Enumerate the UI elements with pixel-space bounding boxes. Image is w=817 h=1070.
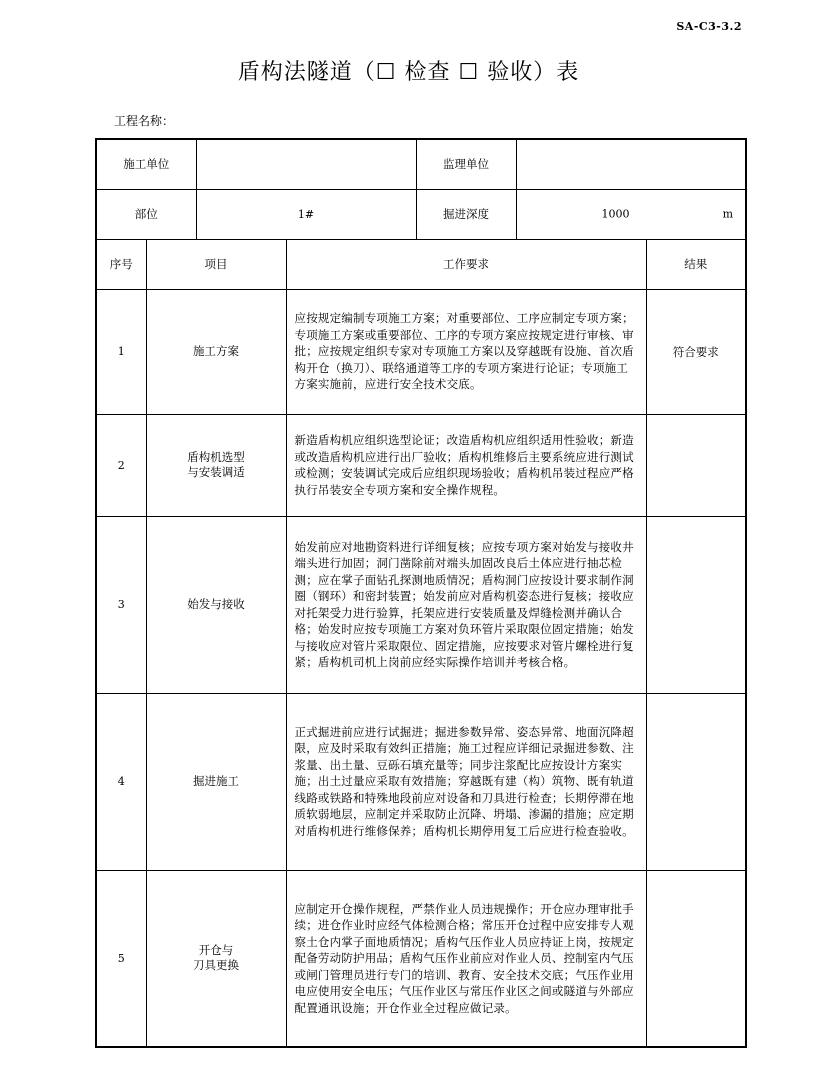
row-requirement: 新造盾构机应组织选型论证；改造盾构机应组织适用性验收；新造或改造盾构机应进行出厂验收；盾构机维修后主要系统应进行测试或检测；安装调试完成后应组织现场验收；盾构机吊装过程应严格执行吊装安全专项方案和安全操作规程。 <box>286 414 646 516</box>
col-no-header: 序号 <box>96 239 146 289</box>
row-no: 2 <box>96 414 146 516</box>
supervision-unit-label: 监理单位 <box>416 139 516 189</box>
row-item: 盾构机选型 与安装调适 <box>146 414 286 516</box>
part-value: 1# <box>196 189 416 239</box>
supervision-unit-value <box>516 139 746 189</box>
construction-unit-value <box>196 139 416 189</box>
row-no: 3 <box>96 516 146 693</box>
row-result <box>646 870 746 1047</box>
row-result <box>646 693 746 870</box>
depth-value-cell <box>516 189 746 239</box>
row-requirement: 始发前应对地勘资料进行详细复核；应按专项方案对始发与接收井端头进行加固；洞门凿除前对端头加固改良后土体应进行抽芯检测；应在掌子面钻孔探测地质情况；盾构洞门应按设计要求制作洞圈（钢环）和密封装置；始发前应对盾构机姿态进行复核；接收应对托架受力进行验算，托架应进行安装质量及焊缝检测并确认合格；始发时应按专项施工方案对负环管片采取限位固定措施；始发与接收应对管片采取限位、固定措施，应按要求对管片螺栓进行复紧；盾构机司机上岗前应经实际操作培训并考核合格。 <box>286 516 646 693</box>
depth-unit: m <box>722 207 733 221</box>
project-name-label <box>112 112 176 129</box>
project-label: 工程名称： <box>114 114 175 128</box>
row-requirement: 应制定开仓操作规程，严禁作业人员违规操作；开仓应办理审批手续；进仓作业时应经气体检测合格；常压开仓过程中应安排专人观察土仓内掌子面地质情况；盾构气压作业人员应持证上岗，按规定配备劳动防护用品；盾构气压作业前应对作业人员、控制室内气压或闸门管理员进行专门的培训、教育、安全技术交底；气压作业用电应使用安全电压；气压作业区与常压作业区之间或隧道与外部应配置通讯设施；开仓作业全过程应做记录。 <box>286 870 646 1047</box>
row-result: 符合要求 <box>646 289 746 414</box>
inspection-table <box>95 138 747 1048</box>
table-row <box>96 870 746 1047</box>
row-result <box>646 414 746 516</box>
col-item-header: 项目 <box>146 239 286 289</box>
header-row-units <box>96 139 746 189</box>
depth-value: 1000 <box>601 207 630 221</box>
row-item: 始发与接收 <box>146 516 286 693</box>
table-row <box>96 289 746 414</box>
header-row-part <box>96 189 746 239</box>
col-result-header: 结果 <box>646 239 746 289</box>
form-code: SA-C3-3.2 <box>676 20 742 33</box>
row-item: 开仓与 刀具更换 <box>146 870 286 1047</box>
part-label: 部位 <box>96 189 196 239</box>
row-no: 1 <box>96 289 146 414</box>
row-item: 掘进施工 <box>146 693 286 870</box>
construction-unit-label: 施工单位 <box>96 139 196 189</box>
depth-label: 掘进深度 <box>416 189 516 239</box>
table-row <box>96 693 746 870</box>
row-no: 4 <box>96 693 146 870</box>
row-no: 5 <box>96 870 146 1047</box>
row-requirement: 应按规定编制专项施工方案；对重要部位、工序应制定专项方案；专项施工方案或重要部位、工序的专项方案应按规定进行审核、审批；应按规定组织专家对专项施工方案以及穿越既有设施、首次盾构开仓（换刀）、联络通道等工序的专项方案进行论证；专项施工方案实施前，应进行安全技术交底。 <box>286 289 646 414</box>
table-row <box>96 516 746 693</box>
page-title: 盾构法隧道（☐ 检查 ☐ 验收）表 <box>237 60 580 85</box>
row-result <box>646 516 746 693</box>
column-header-row <box>96 239 746 289</box>
table-row <box>96 414 746 516</box>
row-requirement: 正式掘进前应进行试掘进；掘进参数异常、姿态异常、地面沉降超限，应及时采取有效纠正措施；施工过程应详细记录掘进参数、注浆量、出土量、豆砾石填充量等；同步注浆配比应按设计方案实施；出土过量应采取有效措施；穿越既有建（构）筑物、既有轨道线路或铁路和特殊地段前应对设备和刀具进行检查；长期停滞在地质软弱地层，应制定并采取防止沉降、坍塌、渗漏的措施；应定期对盾构机进行维修保养；盾构机长期停用复工后应进行检查验收。 <box>286 693 646 870</box>
col-requirement-header: 工作要求 <box>286 239 646 289</box>
row-item: 施工方案 <box>146 289 286 414</box>
